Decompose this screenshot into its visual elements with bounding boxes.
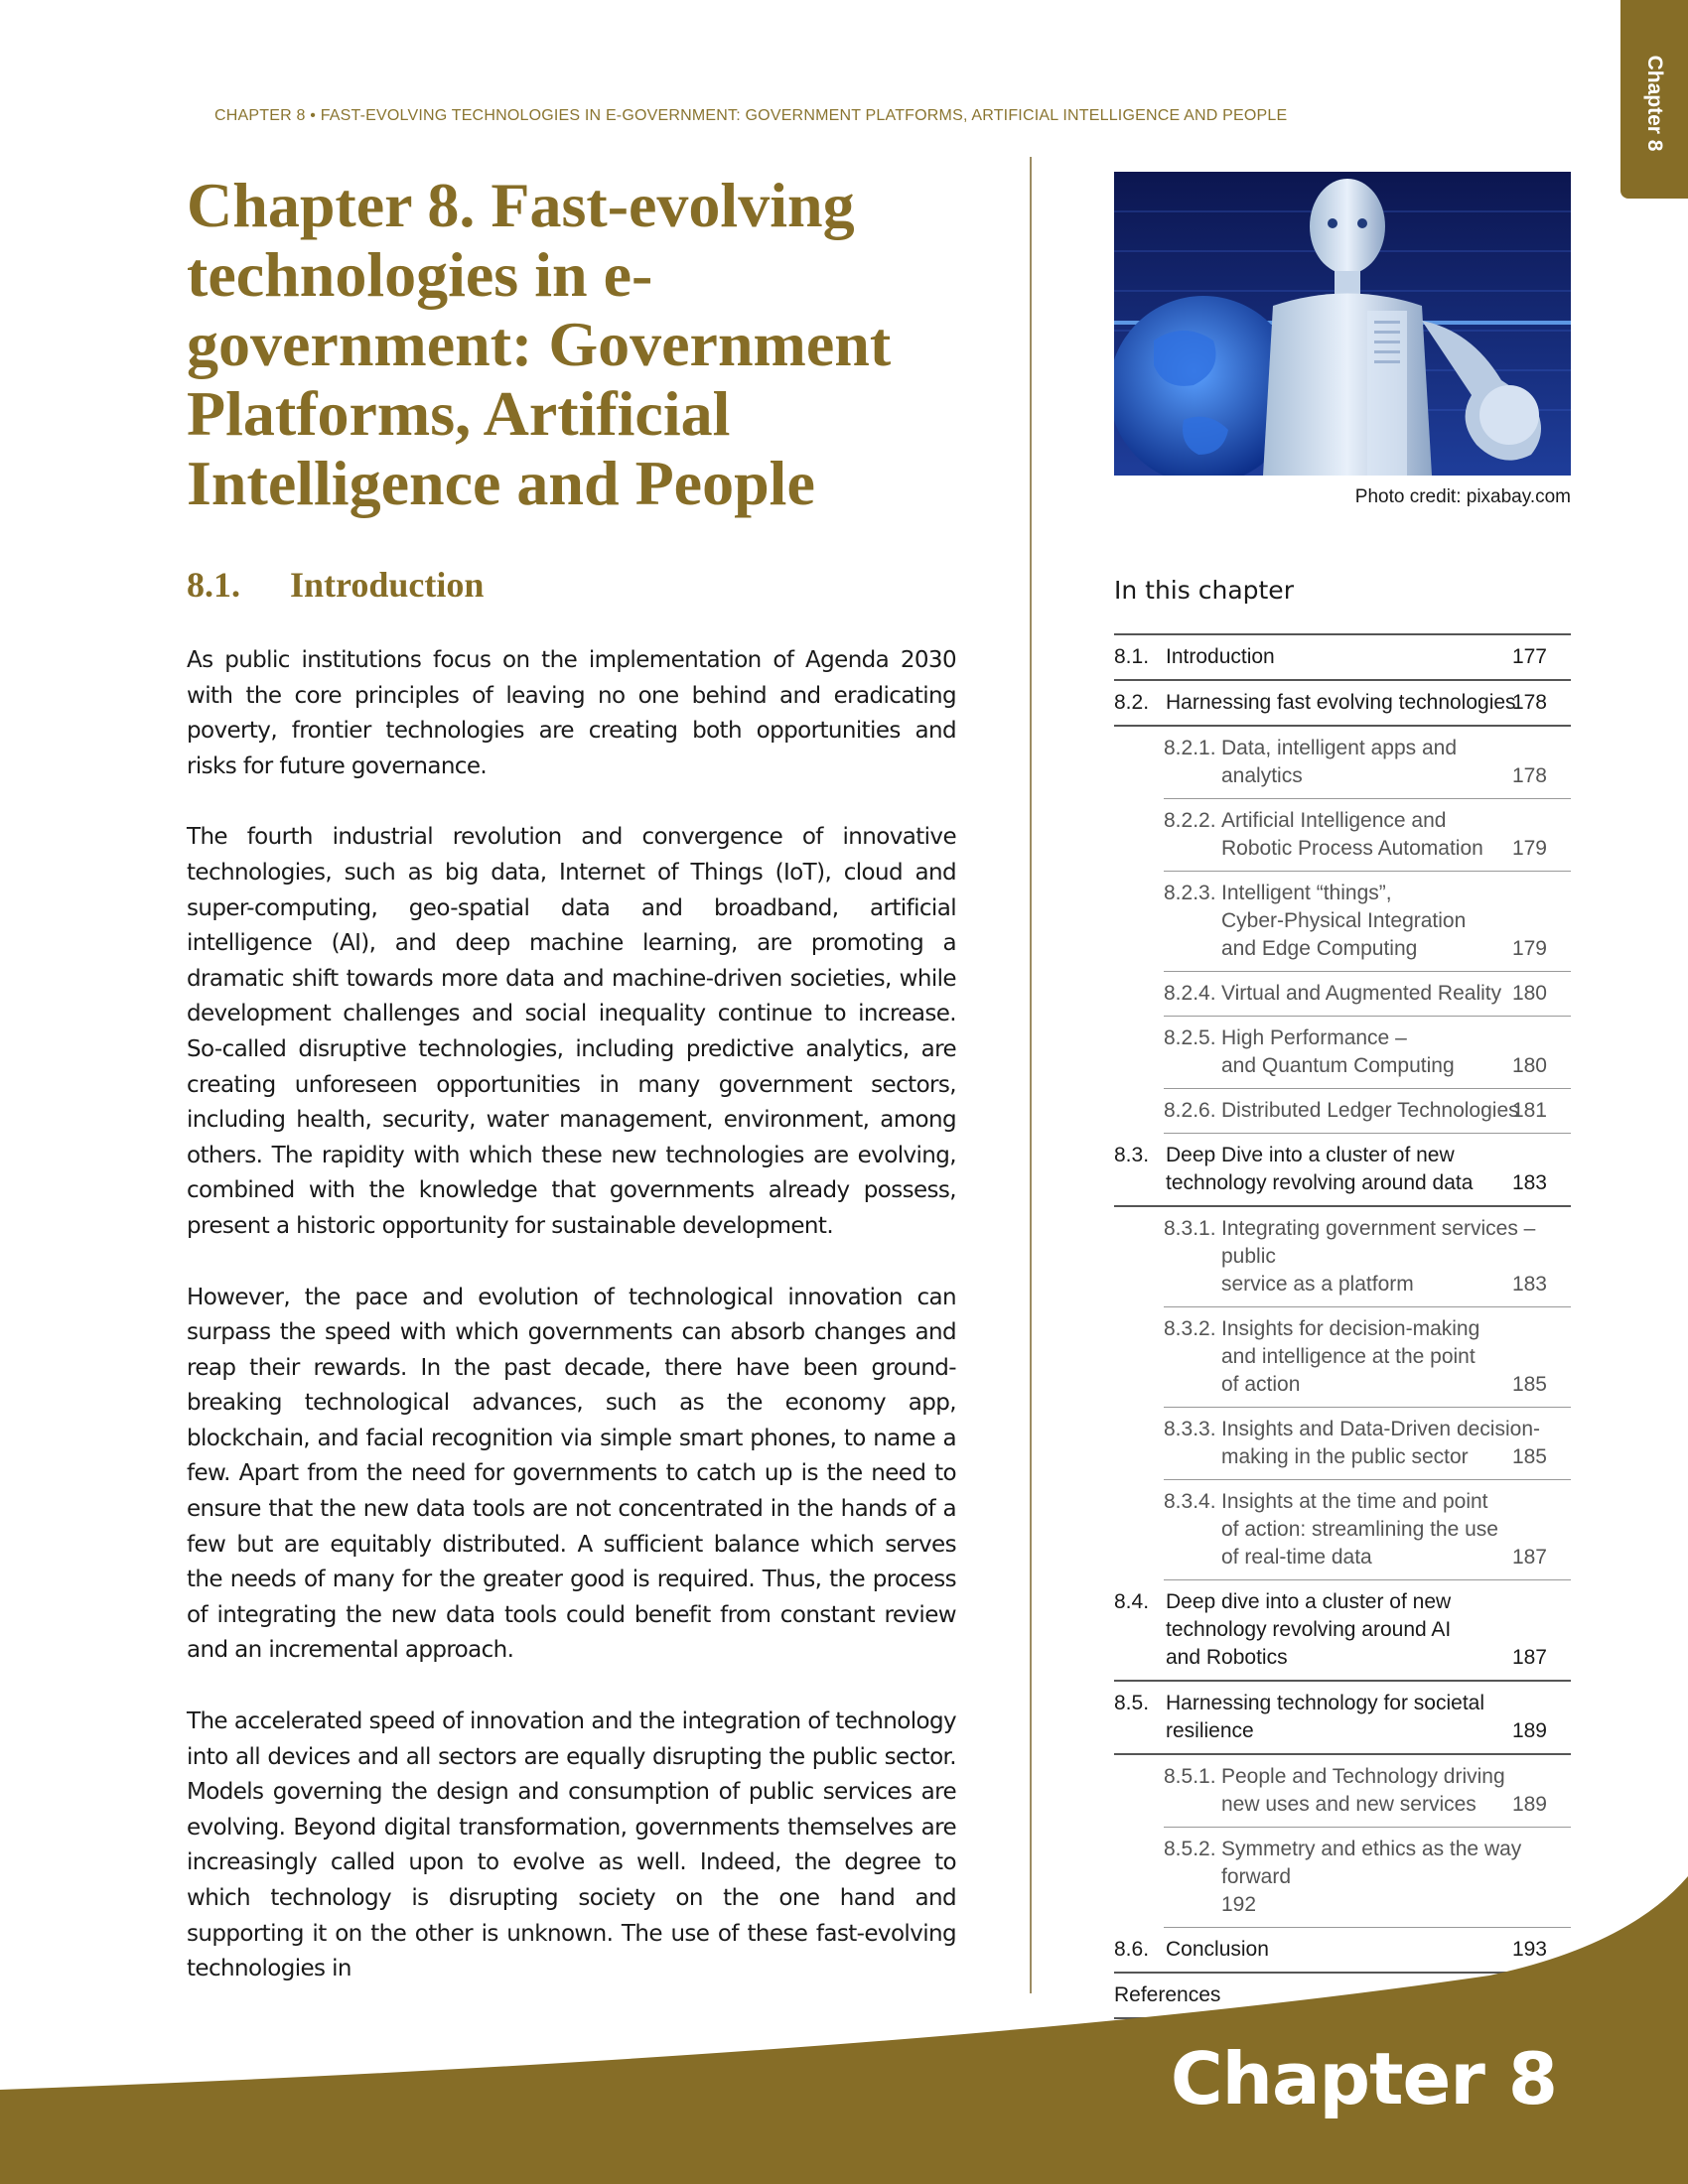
toc-entry-page: 179	[1511, 837, 1547, 860]
toc-entry[interactable]	[1164, 872, 1571, 972]
toc-entry-label: Insights at the time and point of action: streamlining the use of real-time data	[1221, 1490, 1498, 1569]
toc-entry[interactable]	[1164, 1017, 1571, 1089]
chapter-side-tab	[1620, 0, 1688, 199]
toc-entry[interactable]	[1164, 1480, 1571, 1580]
toc-entry-page: 193	[1511, 1938, 1547, 1961]
toc-entry-page: 180	[1511, 1054, 1547, 1077]
footer-band	[0, 1866, 1688, 2184]
toc-entry[interactable]	[1164, 1755, 1571, 1828]
toc-entry[interactable]	[1164, 1307, 1571, 1408]
toc-entry-page: 178	[1511, 691, 1547, 714]
toc-entry[interactable]	[1114, 1134, 1571, 1207]
chapter-title: Chapter 8. Fast-evolving technologies in e-government: Government Platforms, Artificial Intelligence and People	[187, 170, 892, 518]
toc-entry-page: 183	[1511, 1273, 1547, 1296]
toc-entry-page: 185	[1511, 1373, 1547, 1396]
toc-entry[interactable]	[1114, 1580, 1571, 1682]
toc-entry[interactable]	[1114, 1682, 1571, 1755]
toc-entry-page: 189	[1511, 1719, 1547, 1742]
section-title: Introduction	[290, 565, 485, 605]
toc-entry-label: Integrating government services – public service as a platform	[1221, 1217, 1536, 1296]
paragraph: The fourth industrial revolution and convergence of innovative technologies, such as big data, Internet of Things (IoT), cloud and super-computing, geo-spatial data and broadband, artificial intelligence (AI), and deep machine learning, are promoting a dramatic shift towards more data and machine-driven societies, while development challenges and social inequality continue to increase. So-called disruptive technologies, including predictive analytics, are creating unforeseen opportunities in many government sectors, including health, security, water management, environment, among others. The rapidity with which these new technologies are evolving, combined with the knowledge that governments already possess, present a historic opportunity for sustainable development.	[187, 824, 956, 1239]
toc-entry[interactable]	[1114, 635, 1571, 681]
toc-entry-label: Insights for decision-making and intelligence at the point of action	[1221, 1317, 1480, 1396]
paragraph: However, the pace and evolution of technological innovation can surpass the speed with which governments can absorb changes and reap their rewards. In the past decade, there have been ground-breaking technological advances, such as the economy app, blockchain, and facial recognition via simple smart phones, to name a few. Apart from the need for governments to catch up is the need to ensure that the new data tools are not concentrated in the hands of a few but are equitably distributed. A sufficient balance which serves the needs of many for the greater good is required. Thus, the process of integrating the new data tools could benefit from constant review and an incremental approach.	[187, 1284, 956, 1664]
toc-entry-number: 8.5.2.	[1164, 1838, 1216, 1860]
toc-entry-page: 187	[1511, 1646, 1547, 1669]
toc-entry-page: 177	[1511, 645, 1547, 668]
toc-entry-number: 8.5.1.	[1164, 1765, 1216, 1788]
toc-entry-label: People and Technology driving new uses and new services	[1221, 1765, 1505, 1816]
toc-entry-number: 8.3.2.	[1164, 1317, 1216, 1340]
toc-entry-label: Deep dive into a cluster of new technology revolving around AI and Robotics	[1166, 1590, 1452, 1669]
toc-entry-label: Data, intelligent apps and analytics	[1221, 737, 1457, 787]
table-of-contents	[1114, 633, 1571, 2019]
toc-entry[interactable]	[1164, 972, 1571, 1017]
toc-entry-number: 8.5.	[1114, 1692, 1150, 1714]
toc-entry-number: 8.3.	[1114, 1144, 1150, 1166]
toc-entry-label: Conclusion	[1166, 1938, 1269, 1961]
paragraph: The accelerated speed of innovation and the integration of technology into all devices and all sectors are equally disrupting the public sector. Models governing the design and consumption of public services are evolving. Beyond digital transformation, governments themselves are increasingly called upon to evolve as well. Indeed, the degree to which technology is disrupting society on the one hand and supporting it on the other is unknown. The use of these fast-evolving technologies in	[187, 1708, 956, 1982]
section-number: 8.1.	[187, 565, 240, 605]
toc-entry[interactable]	[1164, 1408, 1571, 1480]
toc-entry-page: 189	[1511, 1793, 1547, 1816]
toc-entry-label: Introduction	[1166, 645, 1275, 668]
paragraph: As public institutions focus on the implementation of Agenda 2030 with the core principles of leaving no one behind and eradicating poverty, frontier technologies are creating both opportunities and risks for future governance.	[187, 647, 956, 779]
toc-entry-number: 8.3.4.	[1164, 1490, 1216, 1513]
toc-entry[interactable]	[1164, 1089, 1571, 1134]
toc-entry-number: 8.2.	[1114, 691, 1150, 714]
robot-photo-illustration	[1114, 172, 1571, 476]
robot-globe-photo	[1114, 172, 1571, 476]
toc-entry[interactable]	[1164, 727, 1571, 799]
toc-entry-label: Distributed Ledger Technologies	[1221, 1099, 1519, 1122]
toc-entry-number: 8.6.	[1114, 1938, 1150, 1961]
toc-entry-label: Harnessing technology for societal resilience	[1166, 1692, 1485, 1742]
toc-entry-label: Artificial Intelligence and Robotic Process Automation	[1221, 809, 1483, 860]
toc-entry-label: References	[1114, 1983, 1221, 2006]
toc-entry-page: 181	[1511, 1099, 1547, 1122]
toc-entry-number: 8.4.	[1114, 1590, 1150, 1613]
toc-entry-number: 8.3.1.	[1164, 1217, 1216, 1240]
toc-entry-label: High Performance – and Quantum Computing	[1221, 1026, 1455, 1077]
toc-entry-number: 8.2.6.	[1164, 1099, 1216, 1122]
toc-entry-label: Harnessing fast evolving technologies	[1166, 691, 1516, 714]
toc-entry[interactable]	[1164, 799, 1571, 872]
toc-entry-number: 8.2.1.	[1164, 737, 1216, 759]
toc-entry[interactable]	[1114, 681, 1571, 727]
column-divider	[1030, 157, 1032, 1993]
toc-entry-label: Deep Dive into a cluster of new technology revolving around data	[1166, 1144, 1474, 1194]
toc-entry-page: 185	[1511, 1445, 1547, 1468]
toc-entry-page: 179	[1511, 937, 1547, 960]
toc-entry-number: 8.2.4.	[1164, 982, 1216, 1005]
body-text	[187, 643, 956, 2023]
toc-entry-number: 8.2.2.	[1164, 809, 1216, 832]
toc-entry-number: 8.2.5.	[1164, 1026, 1216, 1049]
section-heading	[187, 564, 484, 606]
toc-entry-number: 8.1.	[1114, 645, 1150, 668]
toc-entry-label: Symmetry and ethics as the way forward 192	[1221, 1838, 1522, 1916]
footer-chapter-label: Chapter 8	[1170, 2037, 1557, 2120]
toc-entry[interactable]	[1164, 1207, 1571, 1307]
toc-title: In this chapter	[1114, 576, 1294, 605]
toc-entry-page: 187	[1511, 1546, 1547, 1569]
toc-entry-label: Intelligent “things”, Cyber-Physical Integration and Edge Computing	[1221, 882, 1467, 960]
toc-entry-number: 8.2.3.	[1164, 882, 1216, 904]
toc-entry-page: 180	[1511, 982, 1547, 1005]
side-tab-label: Chapter 8	[1643, 55, 1666, 152]
toc-entry-number: 8.3.3.	[1164, 1418, 1216, 1440]
running-header: CHAPTER 8 • FAST-EVOLVING TECHNOLOGIES IN E-GOVERNMENT: GOVERNMENT PLATFORMS, ARTIFICIAL INTELLIGENCE AND PEOPLE	[214, 107, 1288, 124]
toc-entry-label: Virtual and Augmented Reality	[1221, 982, 1502, 1005]
toc-entry-page: 178	[1511, 764, 1547, 787]
toc-entry-label: Insights and Data-Driven decision- making in the public sector	[1221, 1418, 1540, 1468]
photo-credit: Photo credit: pixabay.com	[1354, 486, 1571, 507]
toc-entry-page: 183	[1511, 1171, 1547, 1194]
